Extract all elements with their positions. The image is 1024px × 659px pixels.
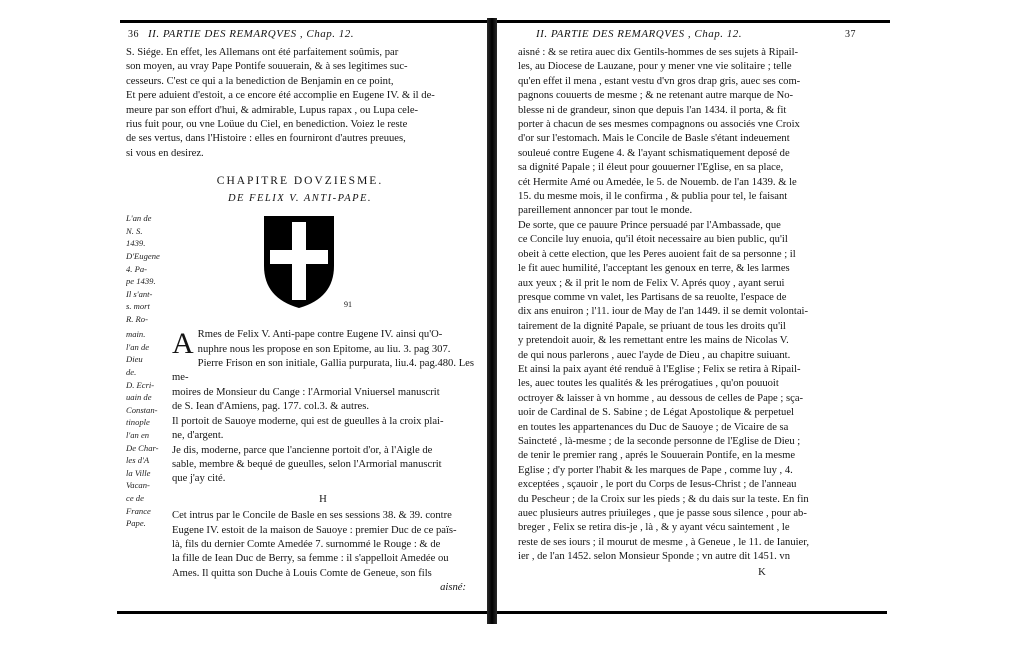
text-line: Et pere aduient d'estoit, a ce encore été accomplie en Eugene IV. & il de- bbox=[126, 90, 435, 102]
margin-line: la Ville bbox=[126, 467, 151, 478]
text-line: de qui nous parlerons , auec l'ayde de Dieu , au chapitre suiuant. bbox=[518, 349, 791, 361]
text-line: du Pescheur ; de la Croix sur les pieds ; & du dais sur la teste. En fin bbox=[518, 493, 809, 505]
right-running-title: II. PARTIE DES REMARQVES , Chap. 12. bbox=[536, 28, 742, 40]
section-title: DE FELIX V. ANTI-PAPE. bbox=[227, 193, 373, 205]
text-line: sa dignité Papale ; il éleut pour gouuerner l'Eglise, en sa place, bbox=[518, 162, 784, 174]
text-line: moires de Monsieur du Cange : l'Armorial Vniuersel manuscrit bbox=[172, 386, 440, 398]
text-line: de ses vertus, dans l'Histoire : elles en fourniront d'autres preuues, bbox=[126, 133, 406, 145]
text-line: rius fuit pour, ou vne Loüue du Ciel, en benediction. Voiez le reste bbox=[126, 119, 408, 131]
text-line: Rmes de Felix V. Anti-pape contre Eugene IV. ainsi qu'O- bbox=[197, 329, 443, 341]
margin-line: France bbox=[126, 505, 151, 516]
text-line: presque comme vn valet, les Partisans de sa reuolte, l'espace de bbox=[518, 291, 787, 303]
text-line: Je dis, moderne, parce que l'ancienne portoit d'or, à l'Aigle de bbox=[172, 444, 433, 456]
text-line: Cet intrus par le Concile de Basle en ses sessions 38. & 39. contre bbox=[172, 510, 452, 522]
margin-line: l'an de bbox=[126, 341, 150, 352]
coat-mark: 91 bbox=[344, 300, 352, 310]
text-line: porter à chacun de ses mesmes compagnons ou associés vne Croix bbox=[518, 119, 800, 131]
page-bottom-edge bbox=[117, 611, 887, 614]
text-line: y pretendoit auoir, & les remettant entre les mains de Nicolas V. bbox=[518, 335, 789, 347]
text-line: aux yeux ; & il prit le nom de Felix V. Aprés quoy , ayant serui bbox=[518, 277, 785, 289]
signature-mark: H bbox=[319, 493, 327, 505]
text-line: Il portoit de Sauoye moderne, qui est de gueulles à la croix plai- bbox=[172, 415, 444, 427]
text-line: d'or sur l'estomach. Mais le Concile de Basle s'étant indeuement bbox=[518, 133, 790, 145]
margin-line: s. mort bbox=[126, 301, 150, 312]
text-line: dix ans enuiron ; l'11. iour de May de l'an 1449. il se demit volontai- bbox=[518, 306, 808, 318]
signature-mark-right: K bbox=[758, 566, 766, 578]
margin-line: R. Ro- bbox=[126, 314, 148, 324]
text-line: sable, membre & bequé de gueulles, selon l'Armorial manuscrit bbox=[172, 458, 442, 470]
margin-line: De Char- bbox=[126, 442, 159, 453]
text-line: Ames. Il quitta son Duche à Louis Comte de Geneue, son fils bbox=[172, 567, 432, 579]
text-line: Et ainsi la paix ayant été renduë à l'Eglise ; Felix se retira à Ripail- bbox=[518, 363, 801, 375]
margin-line: pe 1439. bbox=[126, 276, 156, 287]
margin-line: Il s'ant- bbox=[126, 288, 153, 299]
text-line: la fille de Iean Duc de Berry, sa femme : il s'appelloit Amedée ou bbox=[172, 553, 449, 565]
margin-line: tinople bbox=[126, 417, 150, 428]
text-line: meure par son effort d'hui, & admirable, Lupus rapax , ou Lupa cele- bbox=[126, 104, 419, 116]
text-line: cét Hermite Amé ou Amedée, le 5. de Nouemb. de l'an 1439. & le bbox=[518, 176, 797, 188]
margin-note bbox=[126, 212, 164, 325]
margin-line: D'Eugene bbox=[126, 251, 160, 262]
margin-line: l'an en bbox=[126, 430, 150, 440]
text-line: obeit à cette election, que les Peres auoient fait de sa personne ; il bbox=[518, 248, 796, 260]
drop-cap: A bbox=[172, 327, 194, 361]
chapter-title: CHAPITRE DOVZIESME. bbox=[216, 175, 384, 188]
text-line: les, au Diocese de Lauzane, pour y mener vne vie solitaire ; telle bbox=[518, 61, 792, 73]
right-running-head bbox=[518, 26, 856, 46]
text-line: tairement de la dignité Papale, se priuant de tous les droits qu'il bbox=[518, 320, 786, 332]
margin-line: 1439. bbox=[126, 238, 146, 249]
text-line: pareillement annoncer par tout le monde. bbox=[518, 205, 693, 217]
left-running-title: II. PARTIE DES REMARQVES , Chap. 12. bbox=[148, 28, 354, 40]
text-line: ne, d'argent. bbox=[172, 430, 224, 442]
margin-line: L'an de bbox=[126, 213, 152, 224]
text-line: Eugene IV. estoit de la maison de Sauoye : premier Duc de ce païs- bbox=[172, 524, 457, 536]
text-line: reste de ses iours ; il mourut de mesme , à Geneue , le 11. de Ianuier, bbox=[518, 536, 810, 548]
right-page bbox=[518, 26, 856, 611]
text-line: uoir de Cardinal de S. Sabine ; de Légat Apostolique & perpetuel bbox=[518, 407, 794, 419]
margin-line: Constan- bbox=[126, 404, 158, 415]
text-line: en toutes les appartenances du Duc de Sauoye ; de Vicaire de sa bbox=[518, 421, 789, 433]
text-line: 15. du mesme mois, il le confirma , & publia pour tel, le faisant bbox=[518, 191, 788, 203]
page-top-edge bbox=[120, 20, 890, 23]
text-line: blesse ni de grandeur, sinon que depuis l'an 1434. il porta, & fit bbox=[518, 104, 787, 116]
margin-line: N. S. bbox=[126, 225, 143, 236]
text-line: les, auec toutes les qualités & les prérogatiues , qu'on pouuoit bbox=[518, 378, 779, 390]
margin-line: uain de bbox=[126, 392, 152, 403]
margin-line: de. bbox=[126, 367, 137, 378]
left-intro-paragraph bbox=[126, 46, 474, 161]
margin-line: main. bbox=[126, 329, 146, 340]
text-line: auec plusieurs autres priuileges , que je passe sous silence , pour ab- bbox=[518, 508, 807, 519]
text-line: son moyen, au vray Pape Pontife souuerain, & à ses legitimes suc- bbox=[126, 61, 408, 73]
emblem-row bbox=[126, 212, 474, 328]
text-line: le fit auec humilité, l'acceptant les genoux en terre, & les larmes bbox=[518, 263, 790, 275]
text-line: exceptées , sçauoir , le port du Corps de Iesus-Christ ; de l'anneau bbox=[518, 479, 797, 491]
margin-line: les d'A bbox=[126, 455, 150, 466]
margin-line: 4. Pa- bbox=[126, 263, 148, 274]
book-gutter bbox=[487, 18, 497, 624]
text-line: Eglise ; d'y porter l'habit & les marques de Pape , comme luy , 4. bbox=[518, 464, 793, 476]
text-line: cesseurs. C'est ce qui a la benediction de Benjamin en ce point, bbox=[126, 75, 394, 87]
text-line: que j'ay cité. bbox=[172, 473, 226, 485]
catchword: aisné: bbox=[440, 582, 466, 594]
text-line: là, fils du dernier Comte Amedée 7. surnommé le Rouge : & de bbox=[172, 538, 441, 550]
right-page-number: 37 bbox=[845, 29, 856, 40]
margin-line: D. Ecri- bbox=[126, 379, 155, 390]
text-line: Pierre Frison en son initiale, Gallia purpurata, liu.4. pag.480. Les me- bbox=[172, 358, 474, 384]
text-line: souleué contre Eugene 4. & l'ayant schismatiquement deposé de bbox=[518, 147, 790, 159]
text-line: pagnons couuerts de mesme ; & ne retenant autre marque de No- bbox=[518, 90, 794, 102]
text-line: si vous en desirez. bbox=[126, 147, 204, 159]
left-page bbox=[126, 26, 474, 611]
text-line: ce Concile luy enuoia, qu'il étoit necessaire au bien public, qu'il bbox=[518, 234, 788, 246]
text-line: de S. Iean d'Amiens, pag. 177. col.3. & autres. bbox=[172, 401, 369, 413]
margin-line: Vacan- bbox=[126, 480, 150, 491]
text-line: nuphre nous les propose en son Epitome, au liu. 3. pag 307. bbox=[197, 343, 451, 355]
text-line: qu'en effet il mena , estant vestu d'vn gros drap gris, auec ses com- bbox=[518, 75, 801, 87]
savoy-cross-shield-icon bbox=[262, 214, 336, 310]
text-line: de tenir le premier rang , aprés le Souuerain Pontife, en la mesme bbox=[518, 450, 796, 462]
margin-line: Pape. bbox=[126, 518, 146, 529]
text-line: octroyer & laisser à vn homme , au dessous de celles de Pape ; sça- bbox=[518, 392, 804, 404]
text-line: breger , Felix se retira dis-je , là , & y ayant vécu saintement , le bbox=[518, 522, 790, 534]
left-page-number: 36 bbox=[128, 29, 139, 40]
margin-line: ce de bbox=[126, 492, 144, 503]
left-body-paragraph bbox=[172, 328, 474, 595]
text-line: De sorte, que ce pauure Prince persuadé par l'Ambassade, que bbox=[518, 219, 781, 231]
right-body-text bbox=[518, 46, 856, 565]
text-line: aisné : & se retira auec dix Gentils-hommes de ses sujets à Ripail- bbox=[518, 47, 799, 58]
text-line: ier , de l'an 1452. selon Monsieur Sponde ; vn autre dit 1451. vn bbox=[518, 551, 791, 563]
left-running-head bbox=[126, 26, 474, 46]
margin-note-continued bbox=[126, 328, 164, 530]
margin-line: Dieu bbox=[126, 354, 143, 365]
text-line: Saincteté , là-mesme ; de la seconde personne de l'Eglise de Dieu ; bbox=[518, 435, 801, 447]
text-line: S. Siége. En effet, les Allemans ont été parfaitement soûmis, par bbox=[126, 47, 399, 58]
